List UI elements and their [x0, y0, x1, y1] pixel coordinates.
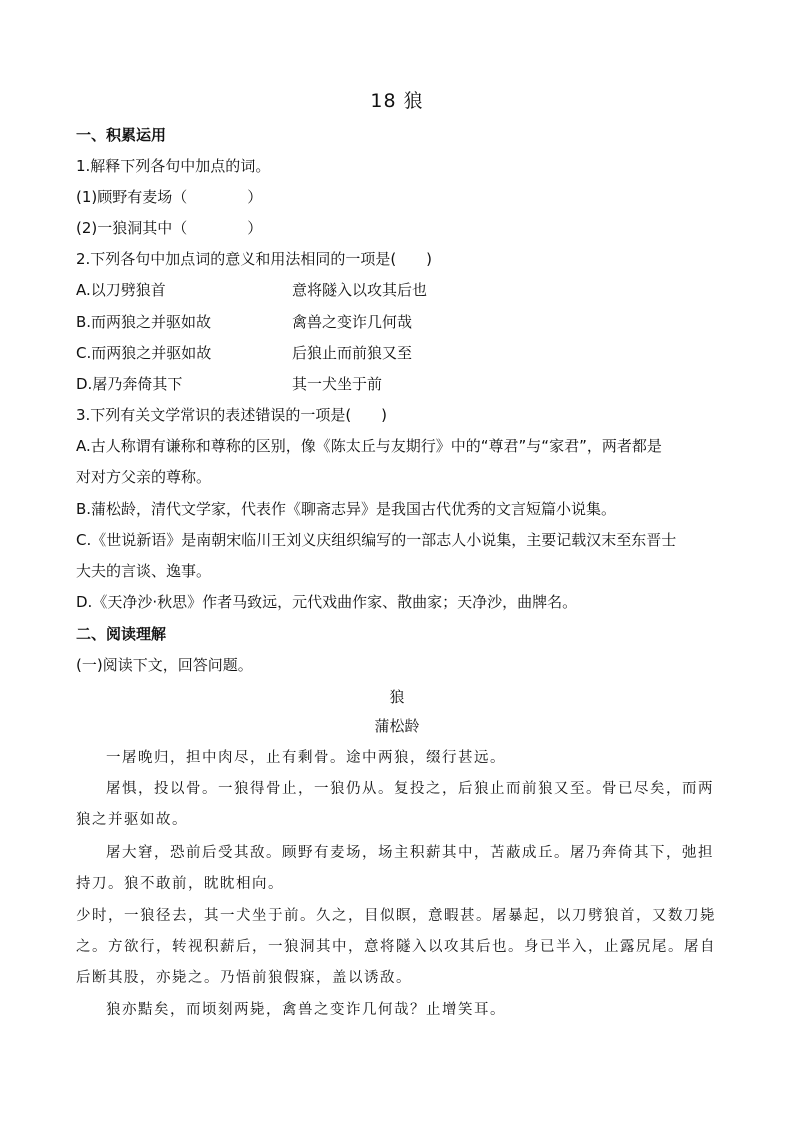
question-2-option-b: B.而两狼之并驱如故 [76, 313, 212, 331]
passage-line: 屠惧，投以骨。一狼得骨止，一狼仍从。复投之，后狼止而前狼又至。骨已尽矣，而两 [106, 781, 714, 797]
section-heading-accumulation: 一、积累运用 [76, 126, 167, 144]
passage-line: 之。方欲行，转视积薪后，一狼洞其中，意将隧入以攻其后也。身已半入，止露尻尾。屠自 [76, 939, 716, 955]
question-2-option-c: C.而两狼之并驱如故 [76, 344, 212, 362]
question-3-stem: 3.下列有关文学常识的表述错误的一项是( ) [76, 406, 388, 424]
question-2-option-d: D.屠乃奔倚其下 [76, 375, 183, 393]
question-2-option-c-compare: 后狼止而前狼又至 [292, 344, 413, 362]
question-1-item-1: (1)顾野有麦场（ ） [76, 188, 263, 206]
passage-line: 狼亦黠矣，而顷刻两毙，禽兽之变诈几何哉？止增笑耳。 [106, 1002, 506, 1018]
passage-line: 狼之并驱如故。 [76, 812, 188, 828]
question-3-line: 对对方父亲的尊称。 [76, 468, 212, 486]
question-3-line: A.古人称谓有谦称和尊称的区别，像《陈太丘与友期行》中的“尊君”与“家君”，两者都是 [76, 437, 662, 455]
question-3-line: 大夫的言谈、逸事。 [76, 562, 212, 580]
question-3-line: B.蒲松龄，清代文学家，代表作《聊斋志异》是我国古代优秀的文言短篇小说集。 [76, 500, 617, 518]
question-1-stem: 1.解释下列各句中加点的词。 [76, 157, 271, 175]
question-2-option-d-compare: 其一犬坐于前 [292, 375, 383, 393]
reading-instruction: (一)阅读下文，回答问题。 [76, 656, 253, 674]
question-3-line: D.《天净沙·秋思》作者马致远，元代戏曲作家、散曲家；天净沙，曲牌名。 [76, 593, 578, 611]
question-2-option-a-compare: 意将隧入以攻其后也 [292, 281, 428, 299]
question-2-stem: 2.下列各句中加点词的意义和用法相同的一项是( ) [76, 250, 433, 268]
passage-author: 蒲松龄 [374, 717, 420, 735]
question-3-line: C.《世说新语》是南朝宋临川王刘义庆组织编写的一部志人小说集，主要记载汉末至东晋士 [76, 531, 677, 549]
passage-title: 狼 [389, 688, 405, 706]
passage-line: 一屠晚归，担中肉尽，止有剩骨。途中两狼，缀行甚远。 [106, 750, 506, 766]
section-heading-reading: 二、阅读理解 [76, 625, 167, 643]
page-title: 18 狼 [370, 90, 424, 112]
question-1-item-2: (2)一狼洞其中（ ） [76, 219, 263, 237]
passage-line: 持刀。狼不敢前，眈眈相向。 [76, 876, 284, 892]
question-2-option-b-compare: 禽兽之变诈几何哉 [292, 313, 413, 331]
passage-line: 少时，一狼径去，其一犬坐于前。久之，目似瞑，意暇甚。屠暴起，以刀劈狼首，又数刀毙 [76, 908, 716, 924]
passage-line: 屠大窘，恐前后受其敌。顾野有麦场，场主积薪其中，苫蔽成丘。屠乃奔倚其下，弛担 [106, 845, 714, 861]
question-2-option-a: A.以刀劈狼首 [76, 281, 166, 299]
passage-line: 后断其股，亦毙之。乃悟前狼假寐，盖以诱敌。 [76, 970, 412, 986]
